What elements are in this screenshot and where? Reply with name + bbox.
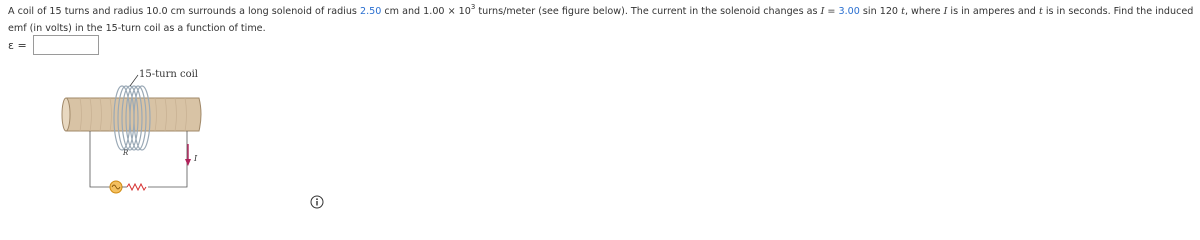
solenoid-diagram — [60, 62, 210, 202]
solenoid-end-cap — [62, 98, 70, 131]
coil-label-pointer — [130, 75, 138, 86]
problem-text-part: turns/meter (see figure below). The current in the solenoid changes as — [475, 6, 821, 17]
variable-time: t — [901, 6, 905, 17]
problem-text-part: = — [824, 6, 839, 17]
current-label: I — [194, 154, 198, 163]
problem-text-part: , where — [904, 6, 944, 17]
emf-answer-input[interactable] — [33, 35, 99, 55]
problem-text-part: is in seconds. Find the induced emf (in volts) in the 15-turn coil as a function of time. — [8, 6, 1194, 34]
current-amplitude-value: 3.00 — [838, 6, 860, 17]
resistor-label: R — [123, 149, 129, 157]
problem-text-part: cm and 1.00 × 10 — [381, 6, 471, 17]
left-wire — [90, 131, 110, 187]
right-wire — [148, 131, 187, 187]
emf-label: ε = — [8, 38, 27, 52]
info-circle-icon[interactable] — [310, 194, 324, 208]
solenoid-radius-value: 2.50 — [359, 6, 382, 17]
exponent: 3 — [470, 3, 476, 11]
problem-text-part: A coil of 15 turns and radius 10.0 cm surrounds a long solenoid of radius — [8, 6, 360, 17]
solenoid-figure — [60, 62, 210, 202]
variable-current: I — [820, 6, 825, 17]
problem-text-part: sin 120 — [859, 6, 902, 17]
problem-text-part: is in amperes and — [947, 6, 1039, 17]
resistor — [127, 184, 146, 190]
current-arrow-head — [185, 159, 191, 166]
answer-row — [8, 33, 99, 57]
problem-text — [8, 3, 1196, 37]
variable-current: I — [943, 6, 948, 17]
coil-label: 15-turn coil — [139, 69, 198, 80]
variable-time: t — [1038, 6, 1043, 17]
